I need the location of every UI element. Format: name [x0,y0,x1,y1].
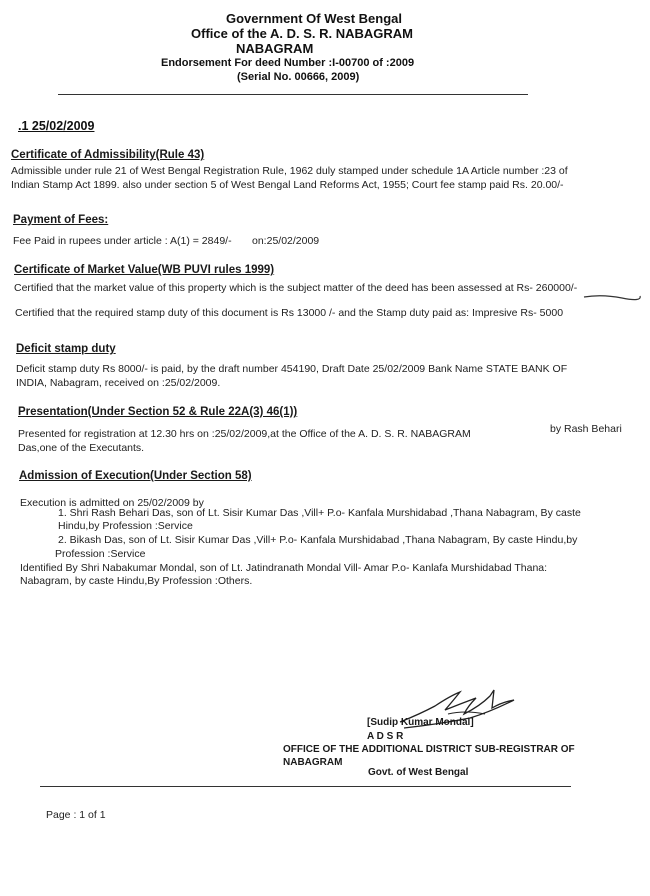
presentation-line-1: Presented for registration at 12.30 hrs on :25/02/2009,at the Office of the A. D. S. R. NABAGRAM [18,428,471,440]
executant-2-line-2: Profession :Service [55,548,146,560]
executant-1-line-1: 1. Shri Rash Behari Das, son of Lt. Sisir Kumar Das ,Vill+ P.o- Kanfala Murshidabad ,Thana Nabagram, By caste [58,507,581,519]
header-line-endorsement: Endorsement For deed Number :I-00700 of :2009 [161,57,415,69]
document-date: .1 25/02/2009 [18,119,95,133]
presentation-line-2: Das,one of the Executants. [18,442,145,454]
header-line-government: Government Of West Bengal [226,11,403,26]
section-title-execution: Admission of Execution(Under Section 58) [19,470,252,482]
section-title-deficit: Deficit stamp duty [16,343,116,355]
market-value-handwritten-underline [582,293,642,301]
header-line-office: Office of the A. D. S. R. NABAGRAM [191,26,413,41]
header-line-serial: (Serial No. 00666, 2009) [237,71,360,83]
executant-2-line-1: 2. Bikash Das, son of Lt. Sisir Kumar Das ,Vill+ P.o- Kanfala Murshidabad ,Thana Nabagram, By caste Hindu,by [58,534,578,546]
market-value-line-2: Certified that the required stamp duty of this document is Rs 13000 /- and the Stamp duty paid as: Impresive Rs- 5000 [15,307,564,319]
identifier-line-1: Identified By Shri Nabakumar Mondal, son of Lt. Jatindranath Mondal Vill- Amar P.o- Kanlafa Murshidabad Thana: [20,562,548,574]
header-line-nabagram: NABAGRAM [236,41,314,56]
office-line-1: OFFICE OF THE ADDITIONAL DISTRICT SUB-REGISTRAR OF [283,744,575,755]
presentation-line-1-presenter: by Rash Behari [550,423,622,435]
admissibility-line-2: Indian Stamp Act 1899. also under section 5 of West Bengal Land Reforms Act, 1955; Court fee stamp paid Rs. 20.00/- [11,179,564,191]
page-number: Page : 1 of 1 [46,809,106,821]
section-title-presentation: Presentation(Under Section 52 & Rule 22A(3) 46(1)) [18,406,298,418]
deficit-line-2: INDIA, Nabagram, received on :25/02/2009. [16,377,221,389]
deficit-line-1: Deficit stamp duty Rs 8000/- is paid, by the draft number 454190, Draft Date 25/02/2009 Bank Name STATE BANK OF [16,363,568,375]
signatory-name: [Sudip Kumar Mondal] [367,717,474,728]
executant-1-line-2: Hindu,by Profession :Service [58,520,193,532]
signatory-designation: A D S R [367,731,404,742]
office-line-govt: Govt. of West Bengal [368,767,469,778]
fees-line-1: Fee Paid in rupees under article : A(1) = 2849/- on:25/02/2009 [13,235,320,247]
section-title-admissibility: Certificate of Admissibility(Rule 43) [11,149,205,161]
admissibility-line-1: Admissible under rule 21 of West Bengal Registration Rule, 1962 duly stamped under schedule 1A Article number :23 of [11,165,568,177]
header-divider [58,94,528,95]
section-title-market-value: Certificate of Market Value(WB PUVI rules 1999) [14,264,275,276]
identifier-line-2: Nabagram, by caste Hindu,By Profession :Others. [20,575,253,587]
footer-divider [40,786,571,787]
section-title-fees: Payment of Fees: [13,214,109,226]
office-line-2: NABAGRAM [283,757,343,768]
market-value-line-1: Certified that the market value of this property which is the subject matter of the deed has been assessed at Rs- 260000/- [14,282,578,294]
execution-line-1: Execution is admitted on 25/02/2009 by [20,497,204,509]
